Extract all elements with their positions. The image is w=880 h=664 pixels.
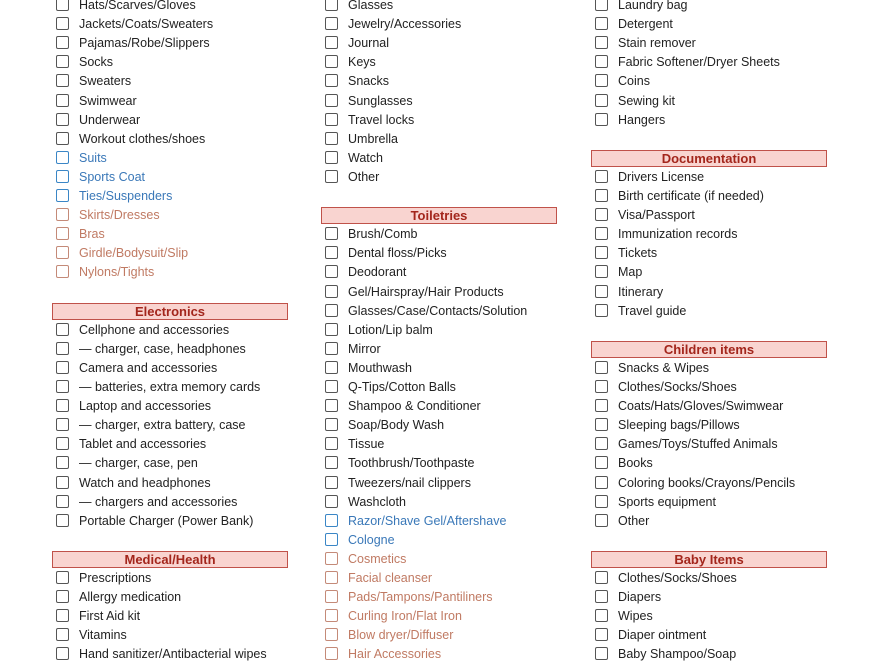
- checklist-item-label: Tissue: [348, 437, 385, 452]
- section-header-children-items: Children items: [591, 341, 827, 358]
- checklist-item-label: Tickets: [618, 246, 658, 261]
- checklist-item-label: Other: [618, 513, 650, 528]
- checkbox[interactable]: [595, 189, 608, 202]
- section-header-baby-items: Baby Items: [591, 551, 827, 568]
- section-header-documentation: Documentation: [591, 150, 827, 167]
- checklist-item-label: Snacks & Wipes: [618, 360, 710, 375]
- checkbox[interactable]: [325, 36, 338, 49]
- checklist-item-label: Razor/Shave Gel/Aftershave: [348, 513, 507, 528]
- checklist-item-label: Diaper ointment: [618, 628, 707, 643]
- checklist-item-label: Brush/Comb: [348, 227, 418, 242]
- checkbox[interactable]: [595, 285, 608, 298]
- checkbox[interactable]: [325, 552, 338, 565]
- checklist-item-label: Coins: [618, 74, 650, 89]
- checklist-item-label: Gel/Hairspray/Hair Products: [348, 284, 504, 299]
- checklist-item-label: Watch: [348, 150, 383, 165]
- checkbox[interactable]: [595, 0, 608, 11]
- checkbox[interactable]: [325, 74, 338, 87]
- checklist-item-label: Itinerary: [618, 284, 664, 299]
- checkbox[interactable]: [325, 94, 338, 107]
- checkbox[interactable]: [595, 609, 608, 622]
- checklist-item-label: Clothes/Socks/Shoes: [618, 380, 737, 394]
- checkbox[interactable]: [595, 361, 608, 374]
- section-header-toiletries: Toiletries: [321, 207, 557, 224]
- checkbox[interactable]: [595, 437, 608, 450]
- checkbox[interactable]: [325, 456, 338, 469]
- checkbox[interactable]: [56, 380, 69, 393]
- checkbox[interactable]: [595, 514, 608, 527]
- checklist-item-label: Cologne: [348, 532, 395, 547]
- checklist-item-label: — batteries, extra memory cards: [79, 380, 261, 394]
- section-header-medical-health: Medical/Health: [52, 551, 288, 568]
- checklist-item-label: Books: [618, 456, 653, 471]
- checklist-item-label: — chargers and accessories: [79, 494, 238, 509]
- checkbox[interactable]: [56, 418, 69, 431]
- checkbox[interactable]: [56, 246, 69, 259]
- checkbox[interactable]: [595, 74, 608, 87]
- checklist-item-label: Camera and accessories: [79, 360, 218, 375]
- checklist-item-label: Allergy medication: [79, 590, 182, 605]
- checkbox[interactable]: [325, 285, 338, 298]
- checkbox[interactable]: [325, 609, 338, 622]
- checklist-item-label: Keys: [348, 55, 376, 70]
- checklist-item-label: Sleeping bags/Pillows: [618, 418, 740, 433]
- checkbox[interactable]: [325, 132, 338, 145]
- checklist-item-label: Sunglasses: [348, 93, 413, 108]
- checklist-item-label: Clothes/Socks/Shoes: [618, 571, 737, 585]
- checklist-item-label: Travel guide: [618, 303, 687, 318]
- checkbox[interactable]: [595, 495, 608, 508]
- checkbox[interactable]: [325, 0, 338, 11]
- checkbox[interactable]: [56, 208, 69, 221]
- checkbox[interactable]: [56, 342, 69, 355]
- checklist-item-label: Sports Coat: [79, 169, 146, 184]
- checkbox[interactable]: [325, 514, 338, 527]
- checklist-item-label: Watch and headphones: [79, 475, 211, 490]
- checklist-item-label: Sewing kit: [618, 93, 675, 108]
- checklist-item-label: Cellphone and accessories: [79, 322, 230, 337]
- checklist-item-label: Journal: [348, 36, 389, 51]
- checklist-item-label: Glasses/Case/Contacts/Solution: [348, 303, 528, 318]
- checkbox[interactable]: [595, 380, 608, 393]
- checkbox[interactable]: [56, 361, 69, 374]
- checkbox[interactable]: [56, 17, 69, 30]
- checklist-item-label: Sweaters: [79, 74, 132, 89]
- checklist-item-label: Blow dryer/Diffuser: [348, 628, 454, 643]
- checklist-item-label: Swimwear: [79, 93, 137, 108]
- checklist-item-label: Curling Iron/Flat Iron: [348, 609, 462, 624]
- checklist-item-label: — charger, case, headphones: [79, 341, 246, 356]
- checklist-item-label: Map: [618, 265, 643, 280]
- checkbox[interactable]: [595, 628, 608, 641]
- checkbox[interactable]: [595, 418, 608, 431]
- checkbox[interactable]: [325, 55, 338, 68]
- checkbox[interactable]: [56, 590, 69, 603]
- checkbox[interactable]: [595, 456, 608, 469]
- checklist-item-label: Fabric Softener/Dryer Sheets: [618, 55, 780, 70]
- checkbox[interactable]: [56, 0, 69, 11]
- checkbox[interactable]: [56, 94, 69, 107]
- checkbox[interactable]: [595, 113, 608, 126]
- checkbox[interactable]: [595, 590, 608, 603]
- checkbox[interactable]: [325, 590, 338, 603]
- checkbox[interactable]: [56, 55, 69, 68]
- checklist-item-label: Ties/Suspenders: [79, 189, 173, 203]
- checklist-item-label: Coats/Hats/Gloves/Swimwear: [618, 399, 784, 414]
- checklist-item-label: Mirror: [348, 341, 381, 356]
- checkbox[interactable]: [56, 36, 69, 49]
- checkbox[interactable]: [56, 170, 69, 183]
- checkbox[interactable]: [56, 609, 69, 622]
- checkbox[interactable]: [325, 571, 338, 584]
- checkbox[interactable]: [595, 399, 608, 412]
- checkbox[interactable]: [325, 304, 338, 317]
- checklist-item-label: Mouthwash: [348, 360, 412, 375]
- checklist-item-label: Cosmetics: [348, 551, 407, 566]
- checkbox[interactable]: [595, 227, 608, 240]
- checklist-item-label: Skirts/Dresses: [79, 208, 160, 223]
- checklist-item-label: Lotion/Lip balm: [348, 322, 433, 337]
- checkbox[interactable]: [56, 113, 69, 126]
- checklist-item-label: Diapers: [618, 590, 662, 605]
- checklist-item-label: Laptop and accessories: [79, 399, 212, 414]
- checkbox[interactable]: [595, 55, 608, 68]
- checkbox[interactable]: [325, 246, 338, 259]
- checkbox[interactable]: [325, 170, 338, 183]
- checklist-item-label: Jackets/Coats/Sweaters: [79, 17, 214, 32]
- checkbox[interactable]: [595, 17, 608, 30]
- checkbox[interactable]: [325, 418, 338, 431]
- checkbox[interactable]: [325, 476, 338, 489]
- checklist-item-label: Games/Toys/Stuffed Animals: [618, 437, 778, 452]
- checkbox[interactable]: [325, 113, 338, 126]
- checkbox[interactable]: [595, 647, 608, 660]
- checklist-item-label: Deodorant: [348, 265, 407, 280]
- checkbox[interactable]: [56, 399, 69, 412]
- checklist-item-label: Birth certificate (if needed): [618, 189, 764, 203]
- checklist-item-label: Detergent: [618, 17, 673, 32]
- checkbox[interactable]: [56, 437, 69, 450]
- checkbox[interactable]: [325, 151, 338, 164]
- checklist-item-label: Dental floss/Picks: [348, 246, 447, 261]
- checklist-item-label: Glasses: [348, 0, 394, 12]
- checklist-item-label: Travel locks: [348, 112, 415, 127]
- checkbox[interactable]: [56, 495, 69, 508]
- checkbox[interactable]: [56, 456, 69, 469]
- checkbox[interactable]: [325, 361, 338, 374]
- checkbox[interactable]: [325, 437, 338, 450]
- checklist-item-label: Sports equipment: [618, 494, 716, 509]
- checklist-item-label: Workout clothes/shoes: [79, 131, 206, 146]
- checkbox[interactable]: [325, 323, 338, 336]
- checklist-item-label: Suits: [79, 150, 107, 165]
- checkbox[interactable]: [56, 476, 69, 489]
- checklist-item-label: Prescriptions: [79, 571, 152, 585]
- checklist-item-label: Pads/Tampons/Pantiliners: [348, 590, 493, 605]
- checklist-item-label: Drivers License: [618, 169, 705, 184]
- checkbox[interactable]: [56, 323, 69, 336]
- checkbox[interactable]: [56, 628, 69, 641]
- checklist-item-label: Shampoo & Conditioner: [348, 399, 481, 414]
- checkbox[interactable]: [595, 94, 608, 107]
- checklist-item-label: Stain remover: [618, 36, 696, 51]
- checkbox[interactable]: [595, 36, 608, 49]
- checkbox[interactable]: [595, 304, 608, 317]
- checkbox[interactable]: [56, 571, 69, 584]
- checklist-item-label: Pajamas/Robe/Slippers: [79, 36, 210, 51]
- checkbox[interactable]: [595, 208, 608, 221]
- checklist-item-label: Portable Charger (Power Bank): [79, 513, 254, 528]
- checklist-item-label: Bras: [79, 227, 105, 242]
- checkbox[interactable]: [56, 189, 69, 202]
- checkbox[interactable]: [325, 342, 338, 355]
- checklist-item-label: Washcloth: [348, 494, 406, 509]
- checklist-item-label: Underwear: [79, 112, 141, 127]
- checklist-item-label: First Aid kit: [79, 609, 141, 624]
- checklist-item-label: Tweezers/nail clippers: [348, 475, 471, 490]
- checkbox[interactable]: [595, 476, 608, 489]
- checkbox[interactable]: [595, 170, 608, 183]
- checklist-item-label: Q-Tips/Cotton Balls: [348, 380, 456, 394]
- checklist-item-label: Coloring books/Crayons/Pencils: [618, 475, 796, 490]
- checkbox[interactable]: [325, 17, 338, 30]
- checkbox[interactable]: [56, 265, 69, 278]
- checkbox[interactable]: [56, 647, 69, 660]
- checklist-item-label: Vitamins: [79, 628, 127, 643]
- checklist-item-label: Hats/Scarves/Gloves: [79, 0, 196, 12]
- checkbox[interactable]: [56, 514, 69, 527]
- checkbox[interactable]: [325, 399, 338, 412]
- checklist-item-label: Hand sanitizer/Antibacterial wipes: [79, 647, 267, 662]
- checkbox[interactable]: [325, 227, 338, 240]
- checklist-item-label: Other: [348, 169, 380, 184]
- checklist-item-label: Laundry bag: [618, 0, 688, 12]
- checklist-item-label: Facial cleanser: [348, 571, 433, 585]
- checkbox[interactable]: [56, 227, 69, 240]
- checklist-item-label: Jewelry/Accessories: [348, 17, 462, 32]
- checklist-item-label: — charger, extra battery, case: [79, 418, 246, 433]
- checklist-item-label: Tablet and accessories: [79, 437, 207, 452]
- checkbox[interactable]: [325, 380, 338, 393]
- checklist-item-label: Immunization records: [618, 227, 738, 242]
- checklist-item-label: Nylons/Tights: [79, 265, 155, 280]
- checkbox[interactable]: [325, 495, 338, 508]
- checkbox[interactable]: [595, 571, 608, 584]
- checklist-item-label: Umbrella: [348, 131, 399, 146]
- checkbox[interactable]: [325, 265, 338, 278]
- checklist-item-label: Hangers: [618, 112, 666, 127]
- checklist-item-label: Baby Shampoo/Soap: [618, 647, 737, 662]
- checklist-item-label: Girdle/Bodysuit/Slip: [79, 246, 189, 261]
- checkbox[interactable]: [56, 151, 69, 164]
- checkbox[interactable]: [595, 265, 608, 278]
- checkbox[interactable]: [325, 628, 338, 641]
- checklist-item-label: Snacks: [348, 74, 389, 89]
- checkbox[interactable]: [56, 132, 69, 145]
- checklist-item-label: Wipes: [618, 609, 653, 624]
- checklist-item-label: Visa/Passport: [618, 208, 695, 223]
- checklist-item-label: — charger, case, pen: [79, 456, 198, 471]
- checklist-item-label: Toothbrush/Toothpaste: [348, 456, 475, 471]
- checkbox[interactable]: [325, 647, 338, 660]
- checklist-item-label: Socks: [79, 55, 114, 70]
- checkbox[interactable]: [595, 246, 608, 259]
- checklist-item-label: Soap/Body Wash: [348, 418, 445, 433]
- section-header-electronics: Electronics: [52, 303, 288, 320]
- checklist-item-label: Hair Accessories: [348, 647, 442, 662]
- checkbox[interactable]: [325, 533, 338, 546]
- checkbox[interactable]: [56, 74, 69, 87]
